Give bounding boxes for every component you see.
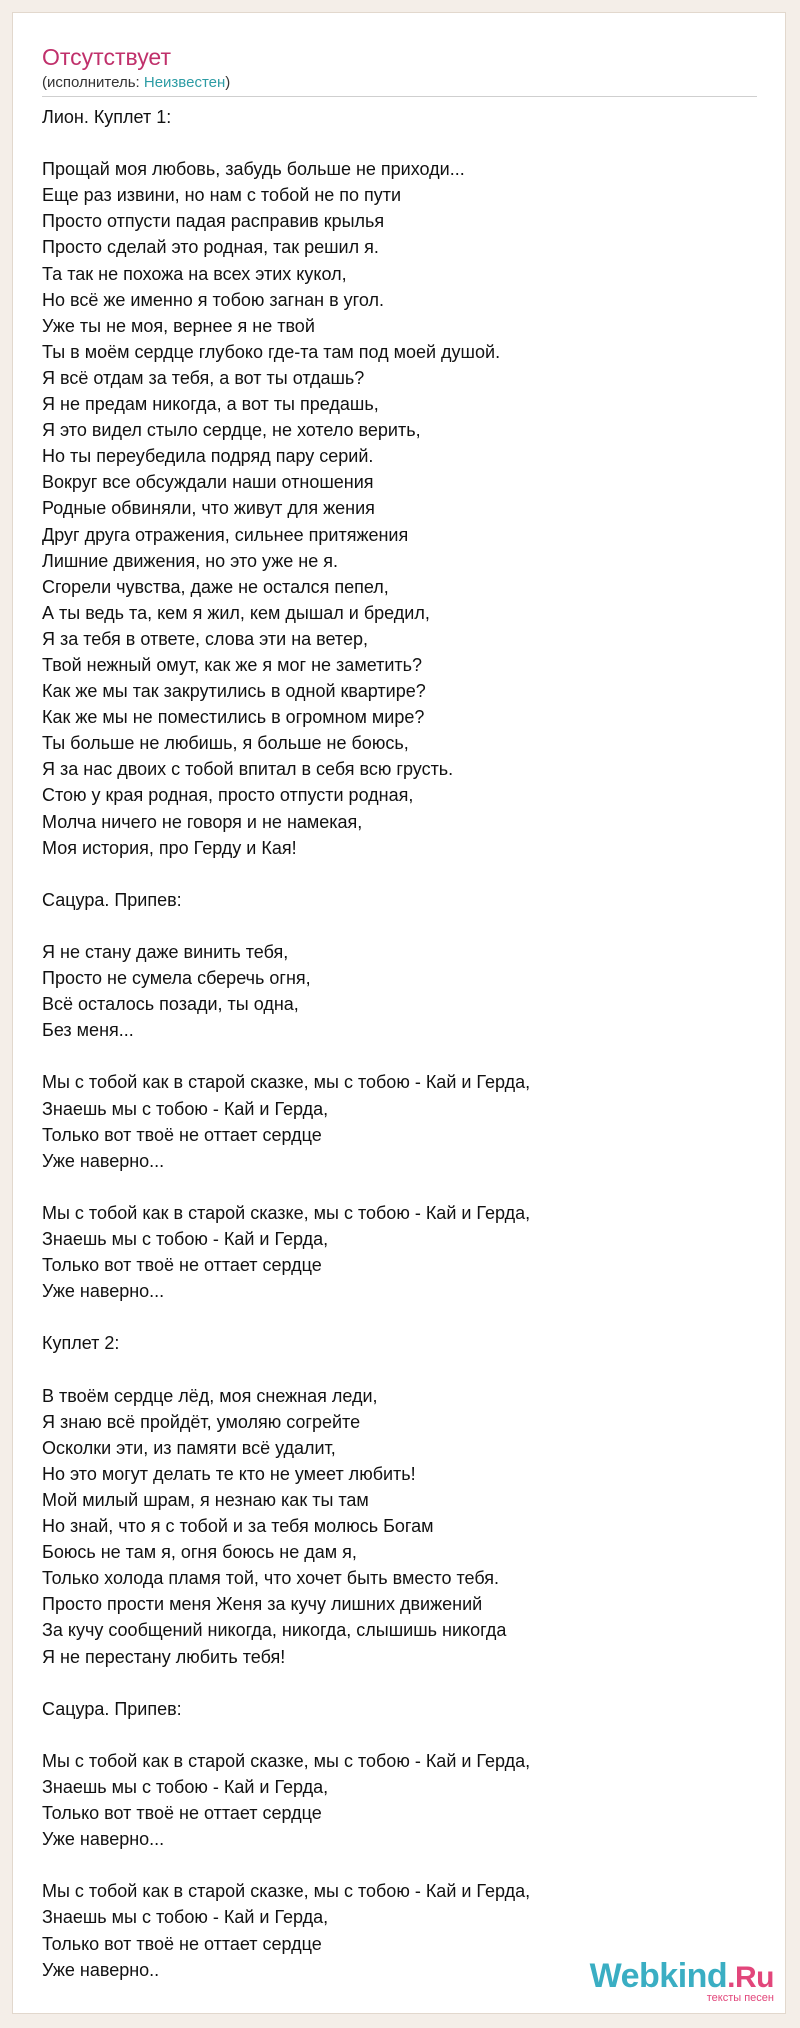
lyric-line: Просто не сумела сберечь огня, [42,968,311,989]
lyric-line: Уже наверно... [42,1829,165,1850]
lyric-line: Я это видел стыло сердце, не хотело верить, [42,420,421,441]
lyric-line: Твой нежный омут, как же я мог не заметить? [42,654,423,675]
lyric-line: Только вот твоё не оттает сердце [42,1124,322,1145]
lyric-line: Как же мы не поместились в огромном мире? [42,707,425,728]
lyric-line: Но всё же именно я тобою загнан в угол. [42,289,384,310]
performer-prefix: (исполнитель: [42,74,144,91]
lyric-line: Как же мы так закрутились в одной квартире? [42,681,426,702]
lyric-line: Мы с тобой как в старой сказке, мы с тобою - Кай и Герда, [42,1072,531,1093]
lyric-line: Прощай моя любовь, забудь больше не приходи... [42,159,465,180]
site-logo-subtitle: тексты песен [706,1992,774,2004]
site-logo-text [590,1959,774,1993]
lyric-line: Я не перестану любить тебя! [42,1646,286,1667]
lyric-line: Родные обвиняли, что живут для жения [42,498,375,519]
lyric-line: Просто прости меня Женя за кучу лишних движений [42,1594,483,1615]
lyrics-body [42,104,530,1983]
lyric-line: Молча ничего не говоря и не намекая, [42,811,363,832]
lyric-line [42,861,530,887]
lyric-line: Стою у края родная, просто отпусти родная, [42,785,414,806]
lyric-line: Осколки эти, из памяти всё удалит, [42,1437,336,1458]
lyric-line: Я за тебя в ответе, слова эти на ветер, [42,628,368,649]
lyric-line: Мы с тобой как в старой сказке, мы с тобою - Кай и Герда, [42,1202,531,1223]
lyric-line: В твоём сердце лёд, моя снежная леди, [42,1385,378,1406]
lyric-line: Всё осталось позади, ты одна, [42,994,299,1015]
lyric-line: Боюсь не там я, огня боюсь не дам я, [42,1542,357,1563]
lyric-line: Я не стану даже винить тебя, [42,942,289,962]
lyric-line: Моя история, про Герду и Кая! [42,837,297,858]
lyric-line: Уже наверно... [42,1281,165,1302]
lyric-line: Знаешь мы с тобою - Кай и Герда, [42,1777,329,1797]
lyric-line: Я всё отдам за тебя, а вот ты отдашь? [42,367,365,388]
site-logo-tld: .Ru [727,1961,774,1994]
lyric-line: Лион. Куплет 1: [42,107,172,127]
lyric-line: Только холода пламя той, что хочет быть вместо тебя. [42,1568,499,1589]
site-logo[interactable] [590,1959,774,2004]
lyric-line: Без меня... [42,1020,134,1041]
lyric-line: Просто отпусти падая расправив крылья [42,211,385,232]
lyric-line: Сацура. Припев: [42,889,182,910]
lyric-line: Знаешь мы с тобою - Кай и Герда, [42,1907,329,1928]
lyric-line: Но ты переубедила подряд пару серий. [42,446,374,467]
lyric-line [42,1357,530,1383]
performer-line [42,73,230,93]
lyric-line [42,1852,530,1878]
lyric-line: Я за нас двоих с тобой впитал в себя всю грусть. [42,759,454,780]
lyric-line: Сгорели чувства, даже не остался пепел, [42,576,389,597]
performer-link[interactable]: Неизвестен [143,74,226,91]
lyric-line [42,1722,530,1748]
lyric-line: Уже ты не моя, вернее я не твой [42,315,315,336]
lyric-line: Мой милый шрам, я незнаю как ты там [42,1489,369,1510]
header-divider [42,96,757,97]
lyric-line: Но знай, что я с тобой и за тебя молюсь Богам [42,1516,434,1537]
lyric-line: Только вот твоё не оттает сердце [42,1255,322,1276]
lyric-line: Друг друга отражения, сильнее притяжения [42,524,409,545]
lyric-line: Я знаю всё пройдёт, умоляю согрейте [42,1411,361,1432]
lyric-line [42,913,530,939]
lyric-line: Лишние движения, но это уже не я. [42,550,338,571]
lyric-line: Ты больше не любишь, я больше не боюсь, [42,733,409,754]
lyric-line [42,1043,530,1069]
lyric-line: Еще раз извини, но нам с тобой не по пути [42,185,402,206]
lyric-line: Просто сделай это родная, так решил я. [42,237,379,258]
lyric-line: Уже наверно.. [42,1959,160,1980]
lyric-line: Вокруг все обсуждали наши отношения [42,472,374,493]
lyric-line: Но это могут делать те кто не умеет любить! [42,1463,416,1484]
lyric-line [42,1304,530,1330]
lyric-line: Я не предам никогда, а вот ты предашь, [42,394,379,415]
lyric-line: Та так не похожа на всех этих кукол, [42,263,347,284]
song-title: Отсутствует [42,44,171,70]
lyric-line: Ты в моём сердце глубоко где-та там под моей душой. [42,341,501,362]
lyric-line: А ты ведь та, кем я жил, кем дышал и бредил, [42,602,430,623]
lyric-line [42,1670,530,1696]
lyric-line: Знаешь мы с тобою - Кай и Герда, [42,1229,329,1250]
lyric-line: Только вот твоё не оттает сердце [42,1803,322,1824]
lyric-line: Мы с тобой как в старой сказке, мы с тобою - Кай и Герда, [42,1750,531,1771]
performer-suffix: ) [225,74,231,91]
lyric-line: За кучу сообщений никогда, никогда, слышишь никогда [42,1620,507,1641]
lyric-line: Куплет 2: [42,1333,120,1354]
lyric-line: Только вот твоё не оттает сердце [42,1933,322,1954]
site-logo-brand: Webkind [589,1957,728,1995]
lyric-line: Мы с тобой как в старой сказке, мы с тобою - Кай и Герда, [42,1881,531,1902]
lyric-line: Сацура. Припев: [42,1698,182,1719]
lyric-line: Знаешь мы с тобою - Кай и Герда, [42,1098,329,1119]
lyric-line: Уже наверно... [42,1150,165,1171]
lyric-line [42,130,530,156]
lyric-line [42,1174,530,1200]
